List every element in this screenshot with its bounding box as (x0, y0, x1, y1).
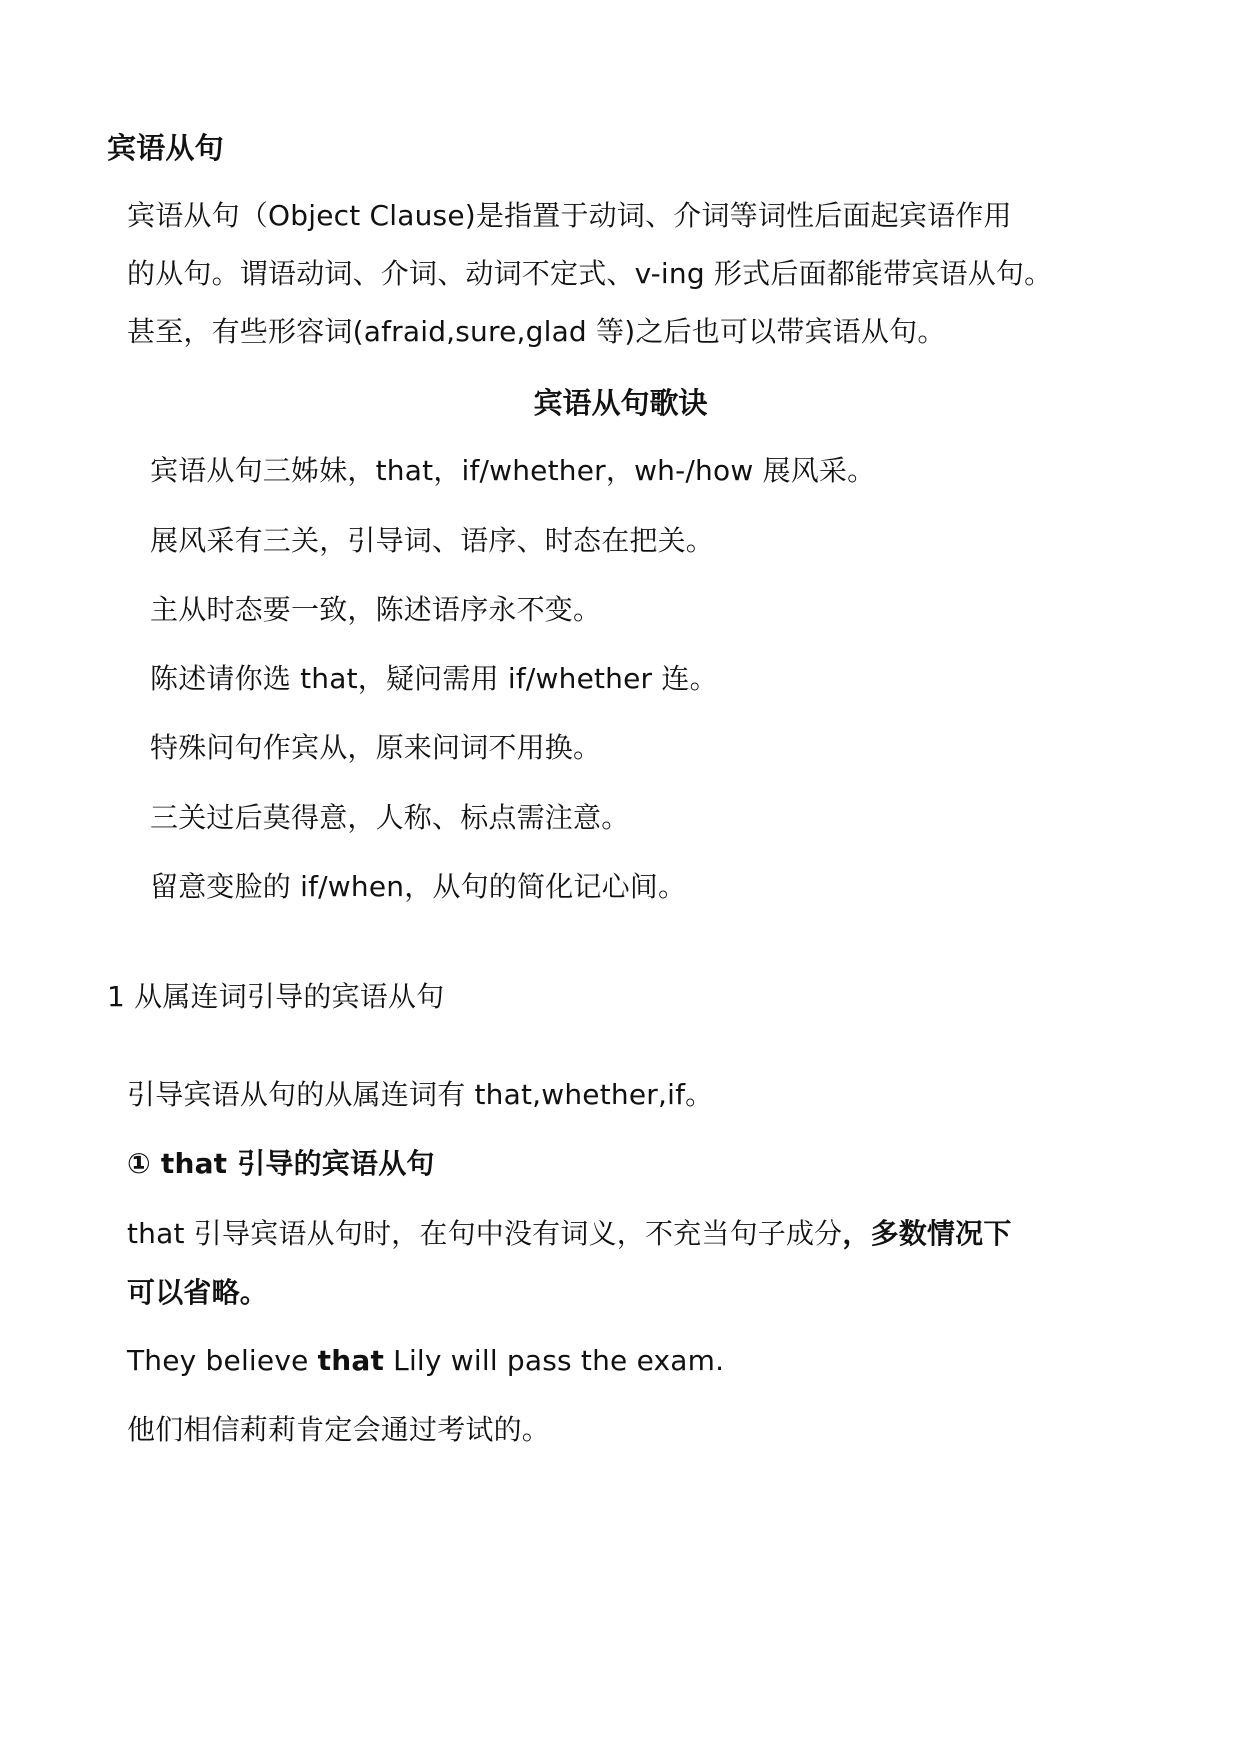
subsection-1-description-line-1 (127, 1216, 1012, 1252)
rhyme-line-2: 展风采有三关，引导词、语序、时态在把关。 (150, 524, 715, 557)
example-sentence (127, 1343, 724, 1379)
rhyme-line-5: 特殊问句作宾从，原来问词不用换。 (150, 731, 602, 764)
main-heading: 宾语从句 (107, 131, 224, 165)
rhyme-title: 宾语从句歌诀 (533, 386, 708, 420)
rhyme-line-1: 宾语从句三姊妹，that，if/whether，wh-/how 展风采。 (150, 454, 876, 487)
example-pre: They believe (127, 1344, 318, 1377)
subsection-1-description-line-2: 可以省略。 (127, 1276, 269, 1309)
description-normal-text: that 引导宾语从句时，在句中没有词义，不充当句子成分 (127, 1217, 843, 1250)
rhyme-line-4: 陈述请你选 that，疑问需用 if/whether 连。 (150, 662, 718, 695)
example-keyword: that (317, 1344, 385, 1377)
intro-line-3: 甚至，有些形容词(afraid,sure,glad 等)之后也可以带宾语从句。 (127, 315, 946, 348)
subsection-1-heading: ① that 引导的宾语从句 (127, 1147, 435, 1180)
section-1-heading: 1 从属连词引导的宾语从句 (107, 980, 445, 1013)
rhyme-line-3: 主从时态要一致，陈述语序永不变。 (150, 593, 602, 626)
rhyme-line-7: 留意变脸的 if/when，从句的简化记心间。 (150, 870, 687, 903)
intro-line-2: 的从句。谓语动词、介词、动词不定式、v-ing 形式后面都能带宾语从句。 (127, 257, 1053, 290)
example-translation: 他们相信莉莉肯定会通过考试的。 (127, 1413, 551, 1446)
section-1-description: 引导宾语从句的从属连词有 that,whether,if。 (127, 1078, 714, 1111)
example-post: Lily will pass the exam. (384, 1344, 725, 1377)
rhyme-line-6: 三关过后莫得意，人称、标点需注意。 (150, 801, 630, 834)
description-bold-text: ，多数情况下 (842, 1217, 1012, 1250)
intro-line-1: 宾语从句（Object Clause)是指置于动词、介词等词性后面起宾语作用 (127, 199, 1012, 232)
